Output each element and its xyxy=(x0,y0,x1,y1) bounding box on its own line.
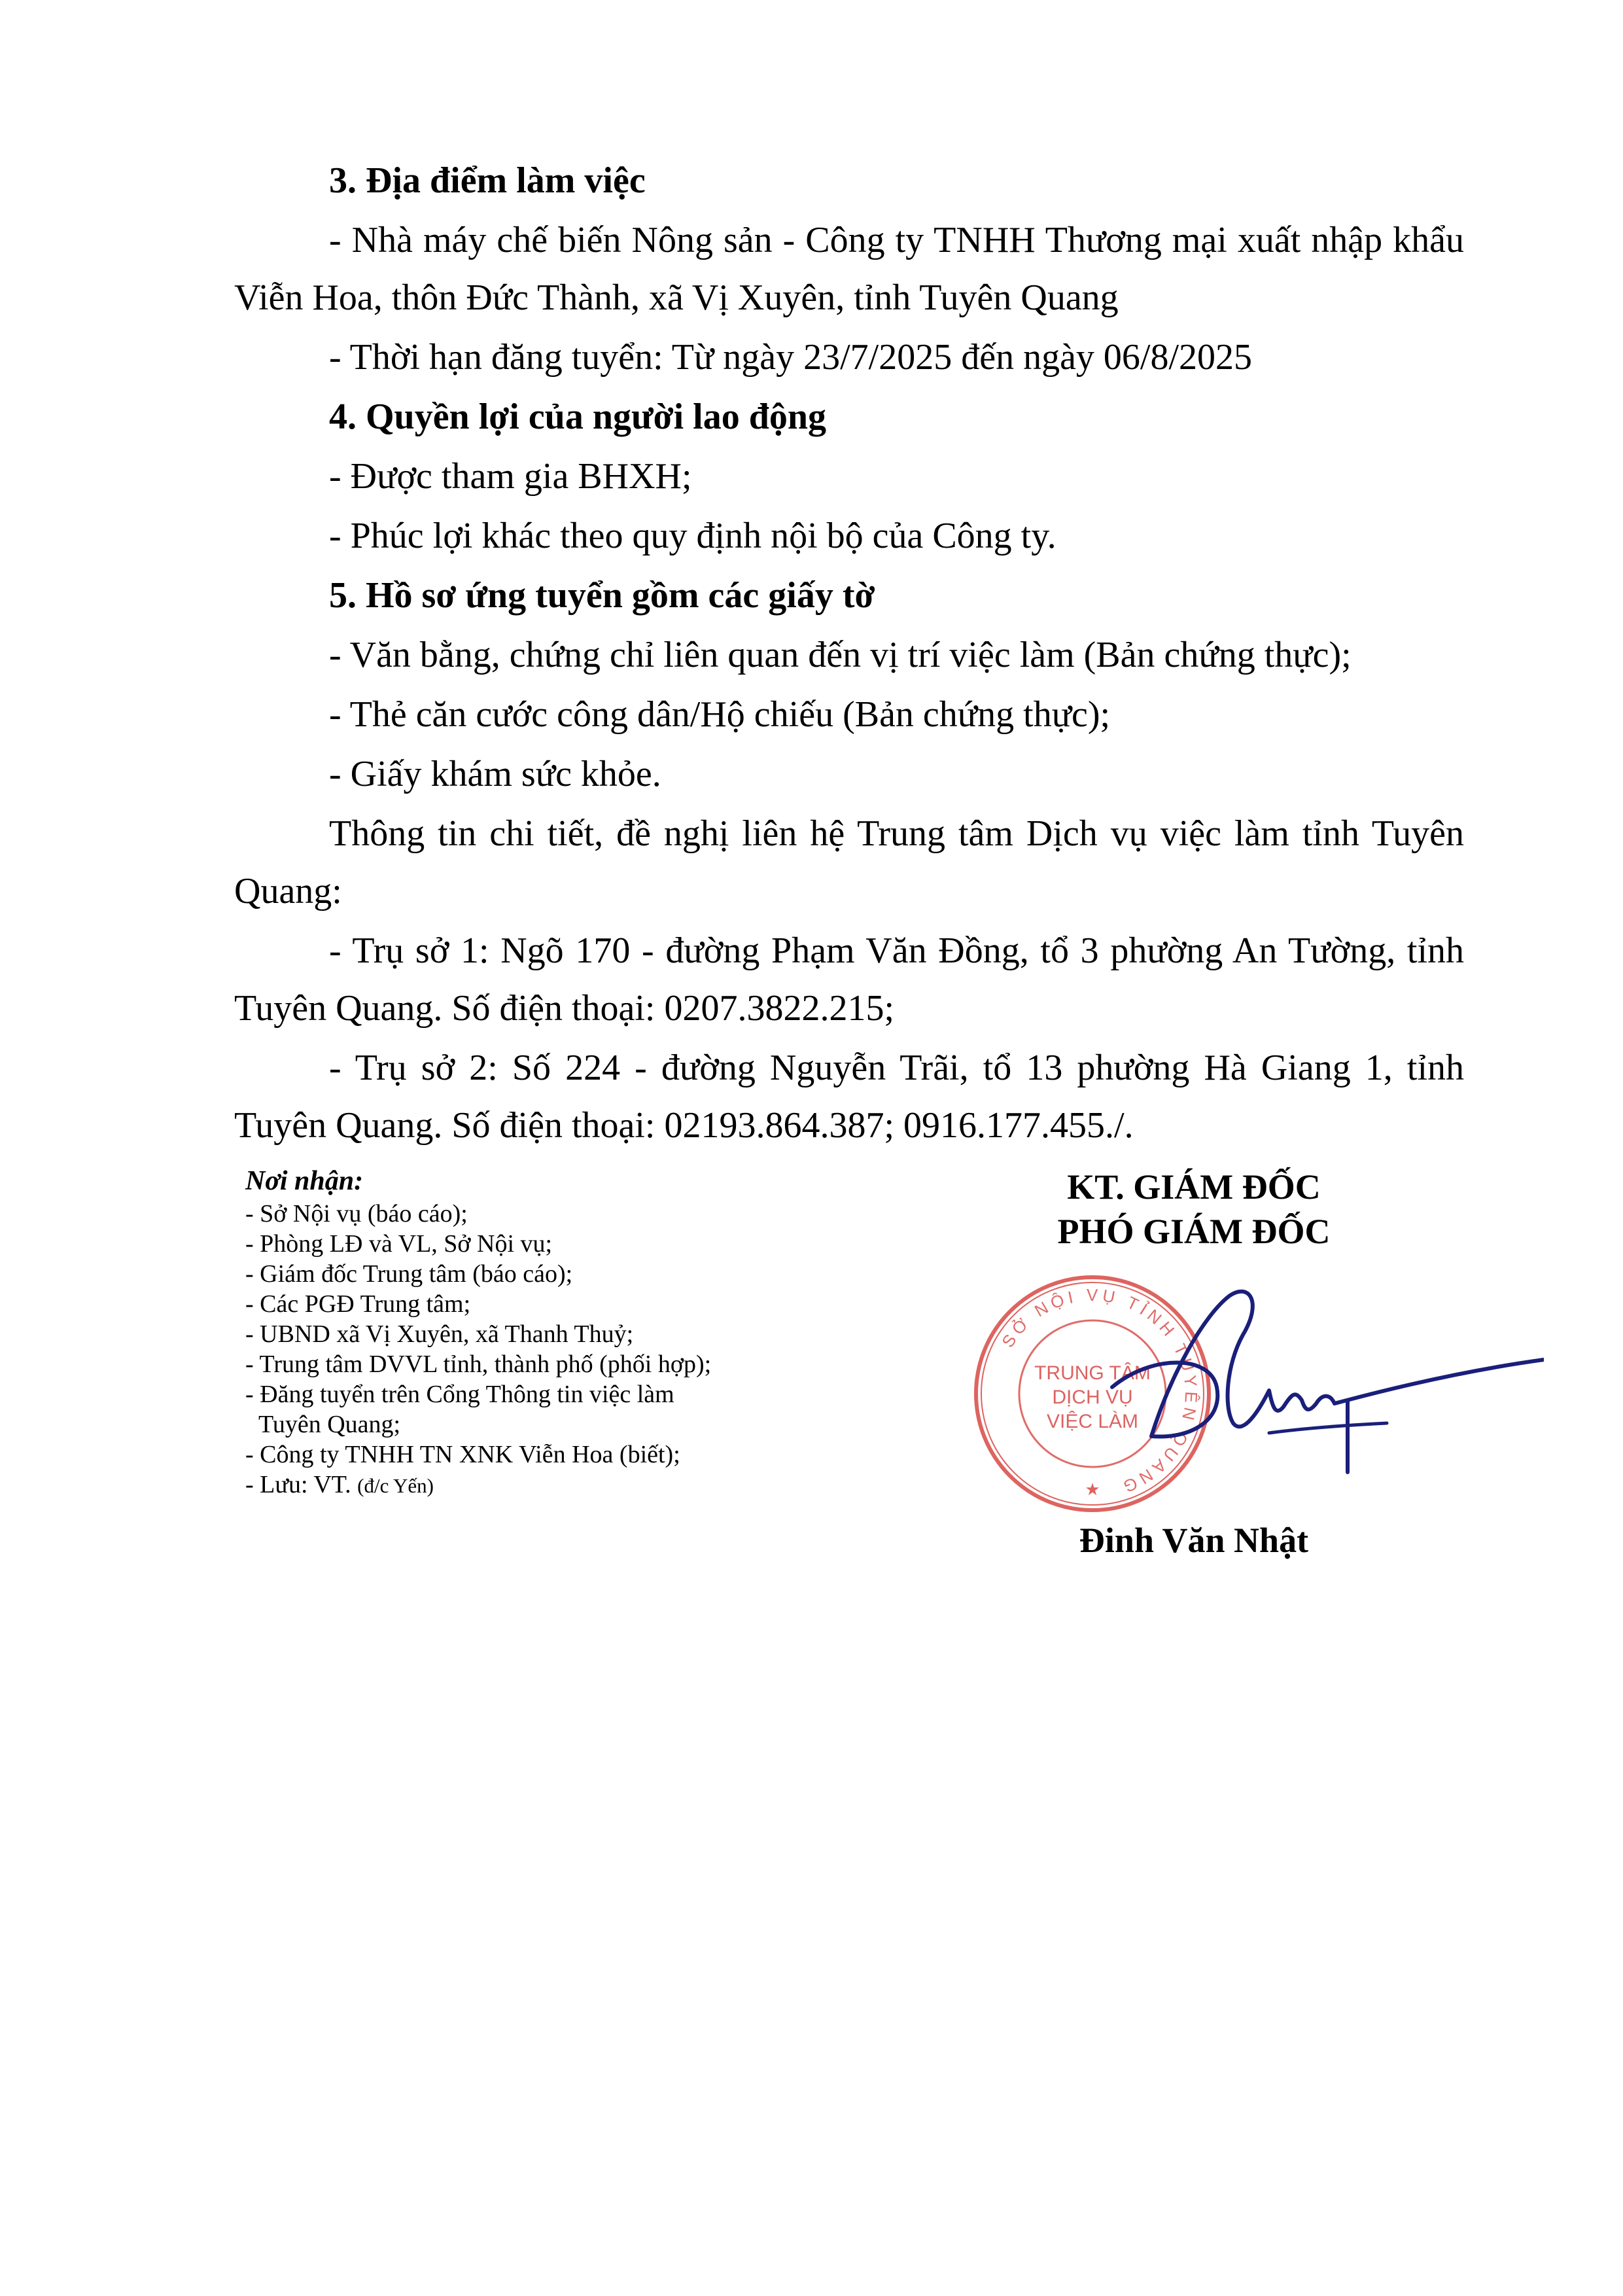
section-heading-4: 4. Quyền lợi của người lao động xyxy=(329,397,826,437)
handwritten-signature-icon xyxy=(1073,1276,1544,1485)
svg-text:SỞ NỘI VỤ TỈNH TUYÊN QUANG: SỞ NỘI VỤ TỈNH TUYÊN QUANG xyxy=(998,1284,1202,1498)
recipient-item: - Sở Nội vụ (báo cáo); xyxy=(245,1200,468,1227)
svg-text:TRUNG TÂM: TRUNG TÂM xyxy=(1034,1362,1151,1384)
benefit-bhxh-item: - Được tham gia BHXH; xyxy=(329,456,692,497)
document-degree-item: - Văn bằng, chứng chỉ liên quan đến vị trí việc làm (Bản chứng thực); xyxy=(329,635,1352,675)
office-1-paragraph: - Trụ sở 1: Ngõ 170 - đường Phạm Văn Đồng, tổ 3 phường An Tường, tỉnh Tuyên Quang. Số điện thoại: 0207.3822.215; xyxy=(234,930,1464,1029)
recipient-item: Tuyên Quang; xyxy=(258,1411,401,1438)
svg-text:★: ★ xyxy=(1085,1480,1100,1499)
work-location-paragraph: - Nhà máy chế biến Nông sản - Công ty TNHH Thương mại xuất nhập khẩu Viễn Hoa, thôn Đức Thành, xã Vị Xuyên, tỉnh Tuyên Quang xyxy=(234,220,1464,318)
archive-label: - Lưu: VT. xyxy=(245,1471,351,1498)
signer-name: Đinh Văn Nhật xyxy=(1079,1521,1309,1560)
benefit-welfare-item: - Phúc lợi khác theo quy định nội bộ của Công ty. xyxy=(329,516,1056,556)
signature-block xyxy=(929,1165,1459,1560)
svg-text:DỊCH VỤ: DỊCH VỤ xyxy=(1052,1386,1133,1408)
svg-text:VIỆC LÀM: VIỆC LÀM xyxy=(1046,1411,1139,1432)
section-heading-5: 5. Hồ sơ ứng tuyển gồm các giấy tờ xyxy=(329,575,875,616)
office-2-paragraph: - Trụ sở 2: Số 224 - đường Nguyễn Trãi, tổ 13 phường Hà Giang 1, tỉnh Tuyên Quang. Số điện thoại: 02193.864.387; 0916.177.455./. xyxy=(234,1048,1464,1146)
recipients-title: Nơi nhận: xyxy=(245,1166,364,1196)
document-health-item: - Giấy khám sức khỏe. xyxy=(329,754,661,794)
recipient-item: - Phòng LĐ và VL, Sở Nội vụ; xyxy=(245,1230,553,1258)
recipient-item: - Trung tâm DVVL tỉnh, thành phố (phối hợp); xyxy=(245,1351,712,1378)
recipient-item: - Các PGĐ Trung tâm; xyxy=(245,1290,471,1318)
section-heading-3: 3. Địa điểm làm việc xyxy=(329,160,646,201)
signature-title-line-1: KT. GIÁM ĐỐC xyxy=(1067,1167,1321,1207)
recipient-item: - UBND xã Vị Xuyên, xã Thanh Thuỷ; xyxy=(245,1320,634,1348)
document-footer xyxy=(0,1165,1623,1623)
recipient-item-archive xyxy=(245,1470,899,1501)
document-body xyxy=(234,152,1464,1156)
archive-note: (đ/c Yến) xyxy=(357,1474,434,1497)
recipient-item: - Công ty TNHH TN XNK Viễn Hoa (biết); xyxy=(245,1441,680,1468)
recipient-item: - Giám đốc Trung tâm (báo cáo); xyxy=(245,1260,573,1288)
recipient-item: - Đăng tuyển trên Cổng Thông tin việc làm xyxy=(245,1381,674,1408)
document-idcard-item: - Thẻ căn cước công dân/Hộ chiếu (Bản chứng thực); xyxy=(329,694,1111,735)
signature-title-line-2: PHÓ GIÁM ĐỐC xyxy=(1057,1212,1331,1251)
contact-intro-paragraph: Thông tin chi tiết, đề nghị liên hệ Trung tâm Dịch vụ việc làm tỉnh Tuyên Quang: xyxy=(234,813,1464,911)
registration-deadline-paragraph: - Thời hạn đăng tuyển: Từ ngày 23/7/2025 đến ngày 06/8/2025 xyxy=(329,337,1253,378)
recipients-block xyxy=(245,1165,899,1501)
